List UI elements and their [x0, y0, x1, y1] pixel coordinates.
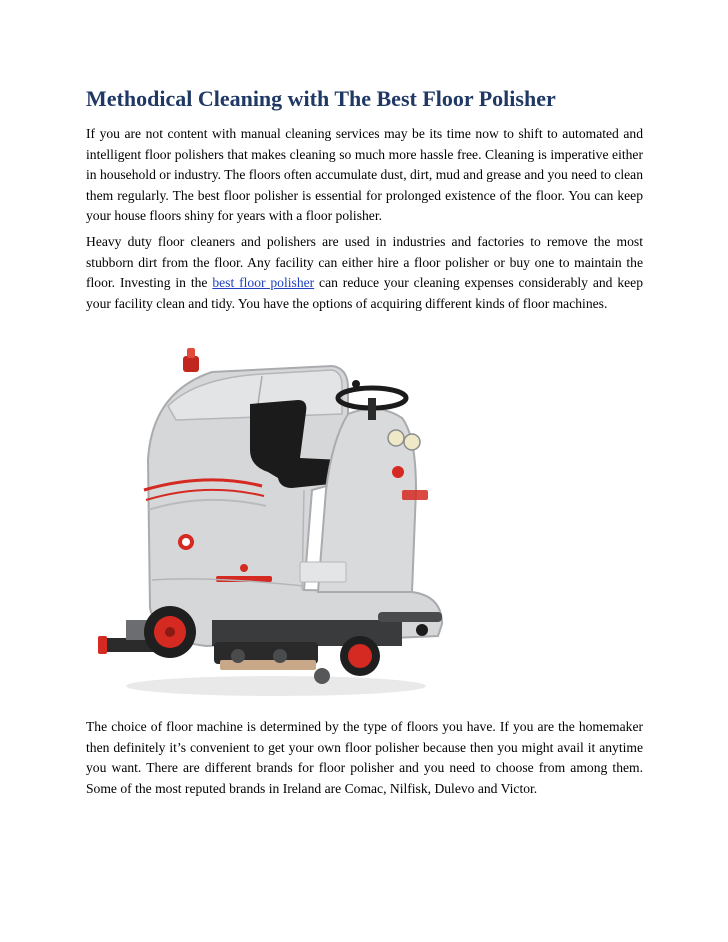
- side-emblem-center: [182, 538, 190, 546]
- front-logo-emblem: [392, 466, 404, 478]
- foot-step-plate: [300, 562, 346, 582]
- rear-wheel-cap: [165, 627, 175, 637]
- page-title: Methodical Cleaning with The Best Floor Polisher: [86, 86, 556, 111]
- model-badge: [402, 490, 428, 500]
- bumper-roller: [416, 624, 428, 636]
- right-gauge: [404, 434, 420, 450]
- caster-wheel: [314, 668, 330, 684]
- beacon-light: [183, 356, 199, 372]
- brush-motor: [231, 649, 245, 663]
- squeegee-red-cap: [98, 636, 107, 654]
- floor-scrubber-photo: [86, 340, 458, 706]
- paragraph-heavy-duty-text-start: Heavy duty floor cleaners and polishers are used in industries and factories to remove the most stubborn dirt from the floor. Any facility can either hire a floor polisher or buy one to maintain the floor. Investing in the: [86, 234, 643, 291]
- steering-shaft: [368, 398, 376, 420]
- paragraph-heavy-duty: [86, 232, 643, 314]
- paragraph-heavy-duty-text-end: can reduce your cleaning expenses considerably and keep your facility clean and tidy. You have the options of acquiring different kinds of floor machines.: [86, 275, 643, 311]
- left-gauge: [388, 430, 404, 446]
- beacon-top: [187, 348, 195, 358]
- ride-on-floor-scrubber-illustration: [86, 340, 458, 706]
- paragraph-brands: The choice of floor machine is determined by the type of floors you have. If you are the homemaker then definitely it’s convenient to get your own floor polisher because then you might avail it anytime you want. There are different brands for floor polisher and you need to choose from among them. Some of the most reputed brands in Ireland are Comac, Nilfisk, Dulevo and Victor.: [86, 719, 643, 796]
- paragraph-intro: If you are not content with manual cleaning services may be its time now to shift to automated and intelligent floor polishers that makes cleaning so much more hassle free. Cleaning is imperative either in household or industry. The floors often accumulate dust, dirt, mud and grease and you need to clean them regularly. The best floor polisher is essential for prolonged existence of the floor. You can keep your house floors shiny for years with a floor polisher.: [86, 126, 643, 224]
- best-floor-polisher-link[interactable]: best floor polisher: [212, 275, 315, 291]
- ground-shadow: [126, 676, 426, 696]
- front-bumper: [378, 612, 442, 622]
- brush-motor-2: [273, 649, 287, 663]
- front-wheel-hub: [348, 644, 372, 668]
- steering-knob: [352, 380, 360, 388]
